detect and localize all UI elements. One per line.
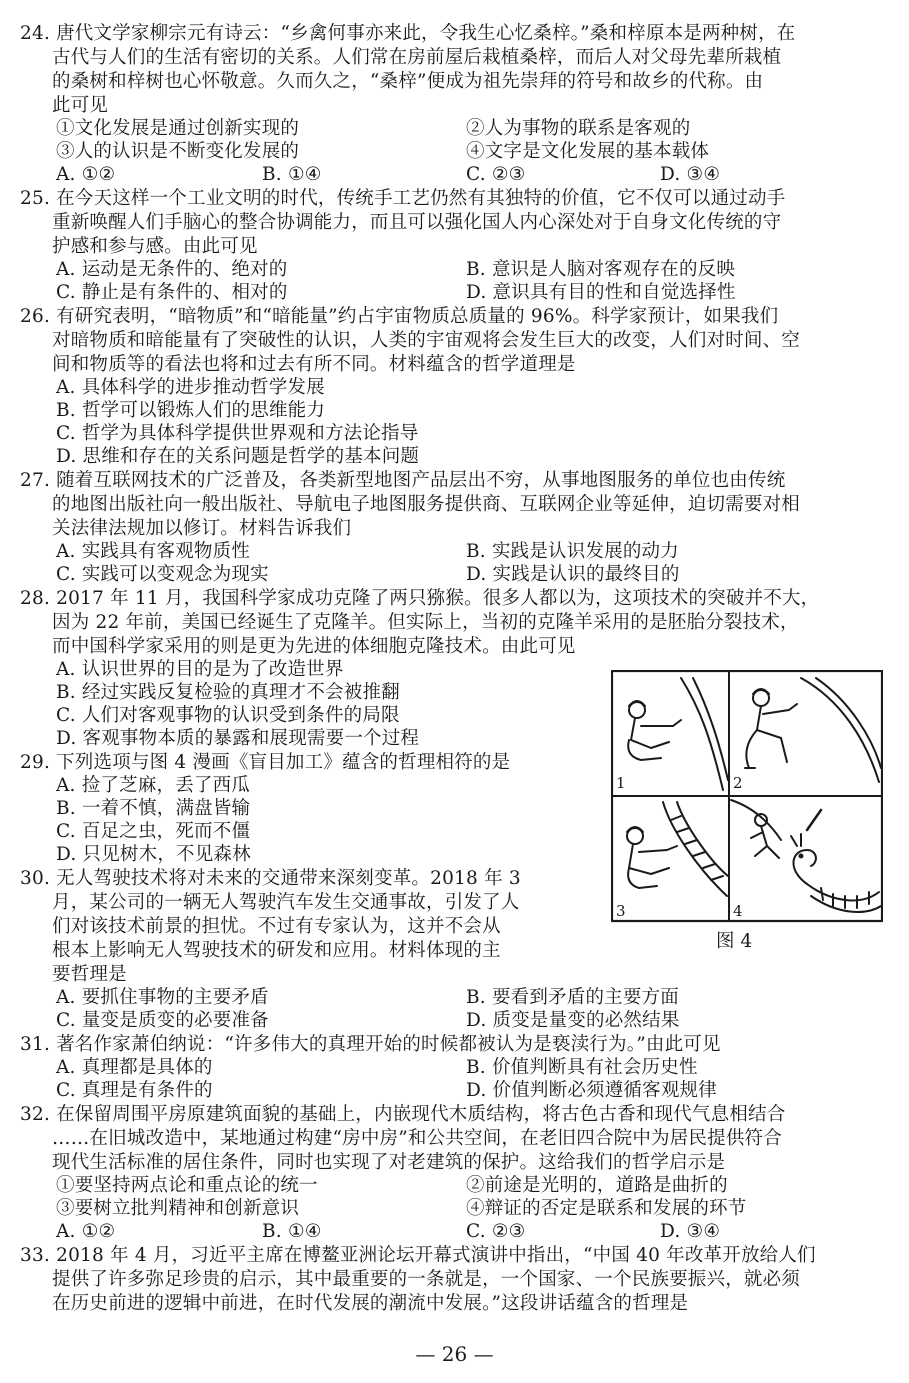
q31-option-d: D. 价值判断必须遵循客观规律 <box>466 1080 717 1101</box>
q33-stem-line-3: 在历史前进的逻辑中前进，在时代发展的潮流中发展。”这段讲话蕴含的哲理是 <box>52 1293 689 1314</box>
q28-stem-line-2: 因为 22 年前，美国已经诞生了克隆羊。但实际上，当初的克隆羊采用的是胚胎分裂技术， <box>52 612 799 633</box>
q32-option-d: D. ③④ <box>660 1221 721 1242</box>
q32-stem-line-1: 32. 在保留周围平房原建筑面貌的基础上，内嵌现代木质结构，将古色古香和现代气息相结合 <box>20 1104 786 1125</box>
q26-option-c: C. 哲学为具体科学提供世界观和方法论指导 <box>56 423 419 444</box>
q30-stem-line-5: 要哲理是 <box>52 964 127 985</box>
q24-statement-4: ④文字是文化发展的基本载体 <box>466 141 710 162</box>
q24-option-b: B. ①④ <box>262 164 322 185</box>
q25-stem-line-1: 25. 在今天这样一个工业文明的时代，传统手工艺仍然有其独特的价值，它不仅可以通过动手 <box>20 188 786 209</box>
cartoon-drawing <box>611 670 883 924</box>
q24-option-a: A. ①② <box>56 164 116 185</box>
q25-stem-line-3: 护感和参与感。由此可见 <box>52 236 258 257</box>
q32-statement-4: ④辩证的否定是联系和发展的环节 <box>466 1198 747 1219</box>
q27-option-b: B. 实践是认识发展的动力 <box>466 541 679 562</box>
q27-option-d: D. 实践是认识的最终目的 <box>466 564 680 585</box>
q24-stem-line-2: 古代与人们的生活有密切的关系。人们常在房前屋后栽植桑梓，而后人对父母先辈所栽植 <box>52 47 782 68</box>
q31-option-c: C. 真理是有条件的 <box>56 1080 213 1101</box>
q28-option-d: D. 客观事物本质的暴露和展现需要一个过程 <box>56 728 420 749</box>
q31-stem-line-1: 31. 著名作家萧伯纳说：“许多伟大的真理开始的时候都被认为是亵渎行为。”由此可见 <box>20 1034 721 1055</box>
q25-stem-line-2: 重新唤醒人们手脑心的整合协调能力，而且可以强化国人内心深处对于自身文化传统的守 <box>52 212 782 233</box>
figure-caption: 图 4 <box>716 931 753 952</box>
q26-stem-line-2: 对暗物质和暗能量有了突破性的认识，人类的宇宙观将会发生巨大的改变，人们对时间、空 <box>52 330 801 351</box>
q30-stem-line-2: 月，某公司的一辆无人驾驶汽车发生交通事故，引发了人 <box>52 892 520 913</box>
cartoon-figure-4 <box>611 670 883 924</box>
panel-3-label: 3 <box>616 902 626 920</box>
q33-stem-line-1: 33. 2018 年 4 月，习近平主席在博鳌亚洲论坛开幕式演讲中指出，“中国 40 年改革开放给人们 <box>20 1245 816 1266</box>
q26-option-b: B. 哲学可以锻炼人们的思维能力 <box>56 400 326 421</box>
q27-option-a: A. 实践具有客观物质性 <box>56 541 251 562</box>
q32-option-b: B. ①④ <box>262 1221 322 1242</box>
q28-option-a: A. 认识世界的目的是为了改造世界 <box>56 659 344 680</box>
q32-stem-line-3: 现代生活标准的居住条件，同时也实现了对老建筑的保护。这给我们的哲学启示是 <box>52 1152 726 1173</box>
q30-stem-line-4: 根本上影响无人驾驶技术的研发和应用。材料体现的主 <box>52 940 501 961</box>
q30-stem-line-1: 30. 无人驾驶技术将对未来的交通带来深刻变革。2018 年 3 <box>20 868 521 889</box>
q24-statement-2: ②人为事物的联系是客观的 <box>466 118 691 139</box>
q28-stem-line-3: 而中国科学家采用的则是更为先进的体细胞克隆技术。由此可见 <box>52 636 576 657</box>
q24-stem-line-3: 的桑树和梓树也心怀敬意。久而久之，“桑梓”便成为祖先崇拜的符号和故乡的代称。由 <box>52 71 764 92</box>
q30-option-a: A. 要抓住事物的主要矛盾 <box>56 987 269 1008</box>
q32-statement-1: ①要坚持两点论和重点论的统一 <box>56 1175 318 1196</box>
q27-stem-line-1: 27. 随着互联网技术的广泛普及，各类新型地图产品层出不穷，从事地图服务的单位也由传统 <box>20 470 786 491</box>
q28-stem-line-1: 28. 2017 年 11 月，我国科学家成功克隆了两只猕猴。很多人都以为，这项技术的突破并不大， <box>20 588 820 609</box>
page-number: — 26 — <box>415 1342 494 1366</box>
q26-option-a: A. 具体科学的进步推动哲学发展 <box>56 377 325 398</box>
q25-option-d: D. 意识具有目的性和自觉选择性 <box>466 282 736 303</box>
q24-stem-line-1: 24. 唐代文学家柳宗元有诗云：“乡禽何事亦来此，令我生心忆桑梓。”桑和梓原本是两种树，在 <box>20 23 796 44</box>
q30-option-b: B. 要看到矛盾的主要方面 <box>466 987 679 1008</box>
q28-option-b: B. 经过实践反复检验的真理才不会被推翻 <box>56 682 400 703</box>
q30-option-d: D. 质变是量变的必然结果 <box>466 1010 680 1031</box>
panel-1-label: 1 <box>616 774 626 792</box>
q24-stem-line-4: 此可见 <box>52 95 109 116</box>
q29-stem-line-1: 29. 下列选项与图 4 漫画《盲目加工》蕴含的哲理相符的是 <box>20 752 511 773</box>
q25-option-c: C. 静止是有条件的、相对的 <box>56 282 288 303</box>
panel-4-label: 4 <box>733 902 743 920</box>
q31-option-b: B. 价值判断具有社会历史性 <box>466 1057 698 1078</box>
q29-option-d: D. 只见树木，不见森林 <box>56 844 251 865</box>
q25-option-a: A. 运动是无条件的、绝对的 <box>56 259 288 280</box>
q25-option-b: B. 意识是人脑对客观存在的反映 <box>466 259 736 280</box>
q24-option-d: D. ③④ <box>660 164 721 185</box>
q27-stem-line-3: 关法律法规加以修订。材料告诉我们 <box>52 518 352 539</box>
panel-2-label: 2 <box>733 774 743 792</box>
q32-statement-2: ②前途是光明的，道路是曲折的 <box>466 1175 728 1196</box>
q27-option-c: C. 实践可以变观念为现实 <box>56 564 269 585</box>
q32-stem-line-2: ……在旧城改造中，某地通过构建“房中房”和公共空间，在老旧四合院中为居民提供符合 <box>52 1128 782 1149</box>
q29-option-a: A. 捡了芝麻，丢了西瓜 <box>56 775 251 796</box>
q26-stem-line-3: 间和物质等的看法也将和过去有所不同。材料蕴含的哲学道理是 <box>52 354 576 375</box>
q30-stem-line-3: 们对该技术前景的担忧。不过有专家认为，这并不会从 <box>52 916 501 937</box>
q26-stem-line-1: 26. 有研究表明，“暗物质”和“暗能量”约占宇宙物质总质量的 96%。科学家预计，如果我们 <box>20 306 779 327</box>
q30-option-c: C. 量变是质变的必要准备 <box>56 1010 269 1031</box>
q32-option-a: A. ①② <box>56 1221 116 1242</box>
q24-statement-3: ③人的认识是不断变化发展的 <box>56 141 300 162</box>
q28-option-c: C. 人们对客观事物的认识受到条件的局限 <box>56 705 400 726</box>
q33-stem-line-2: 提供了许多弥足珍贵的启示，其中最重要的一条就是，一个国家、一个民族要振兴，就必须 <box>52 1269 801 1290</box>
q32-option-c: C. ②③ <box>466 1221 526 1242</box>
q27-stem-line-2: 的地图出版社向一般出版社、导航电子地图服务提供商、互联网企业等延伸，迫切需要对相 <box>52 494 801 515</box>
q31-option-a: A. 真理都是具体的 <box>56 1057 213 1078</box>
q32-statement-3: ③要树立批判精神和创新意识 <box>56 1198 300 1219</box>
q24-statement-1: ①文化发展是通过创新实现的 <box>56 118 300 139</box>
q26-option-d: D. 思维和存在的关系问题是哲学的基本问题 <box>56 446 420 467</box>
q29-option-b: B. 一着不慎，满盘皆输 <box>56 798 251 819</box>
q29-option-c: C. 百足之虫，死而不僵 <box>56 821 251 842</box>
q24-option-c: C. ②③ <box>466 164 526 185</box>
